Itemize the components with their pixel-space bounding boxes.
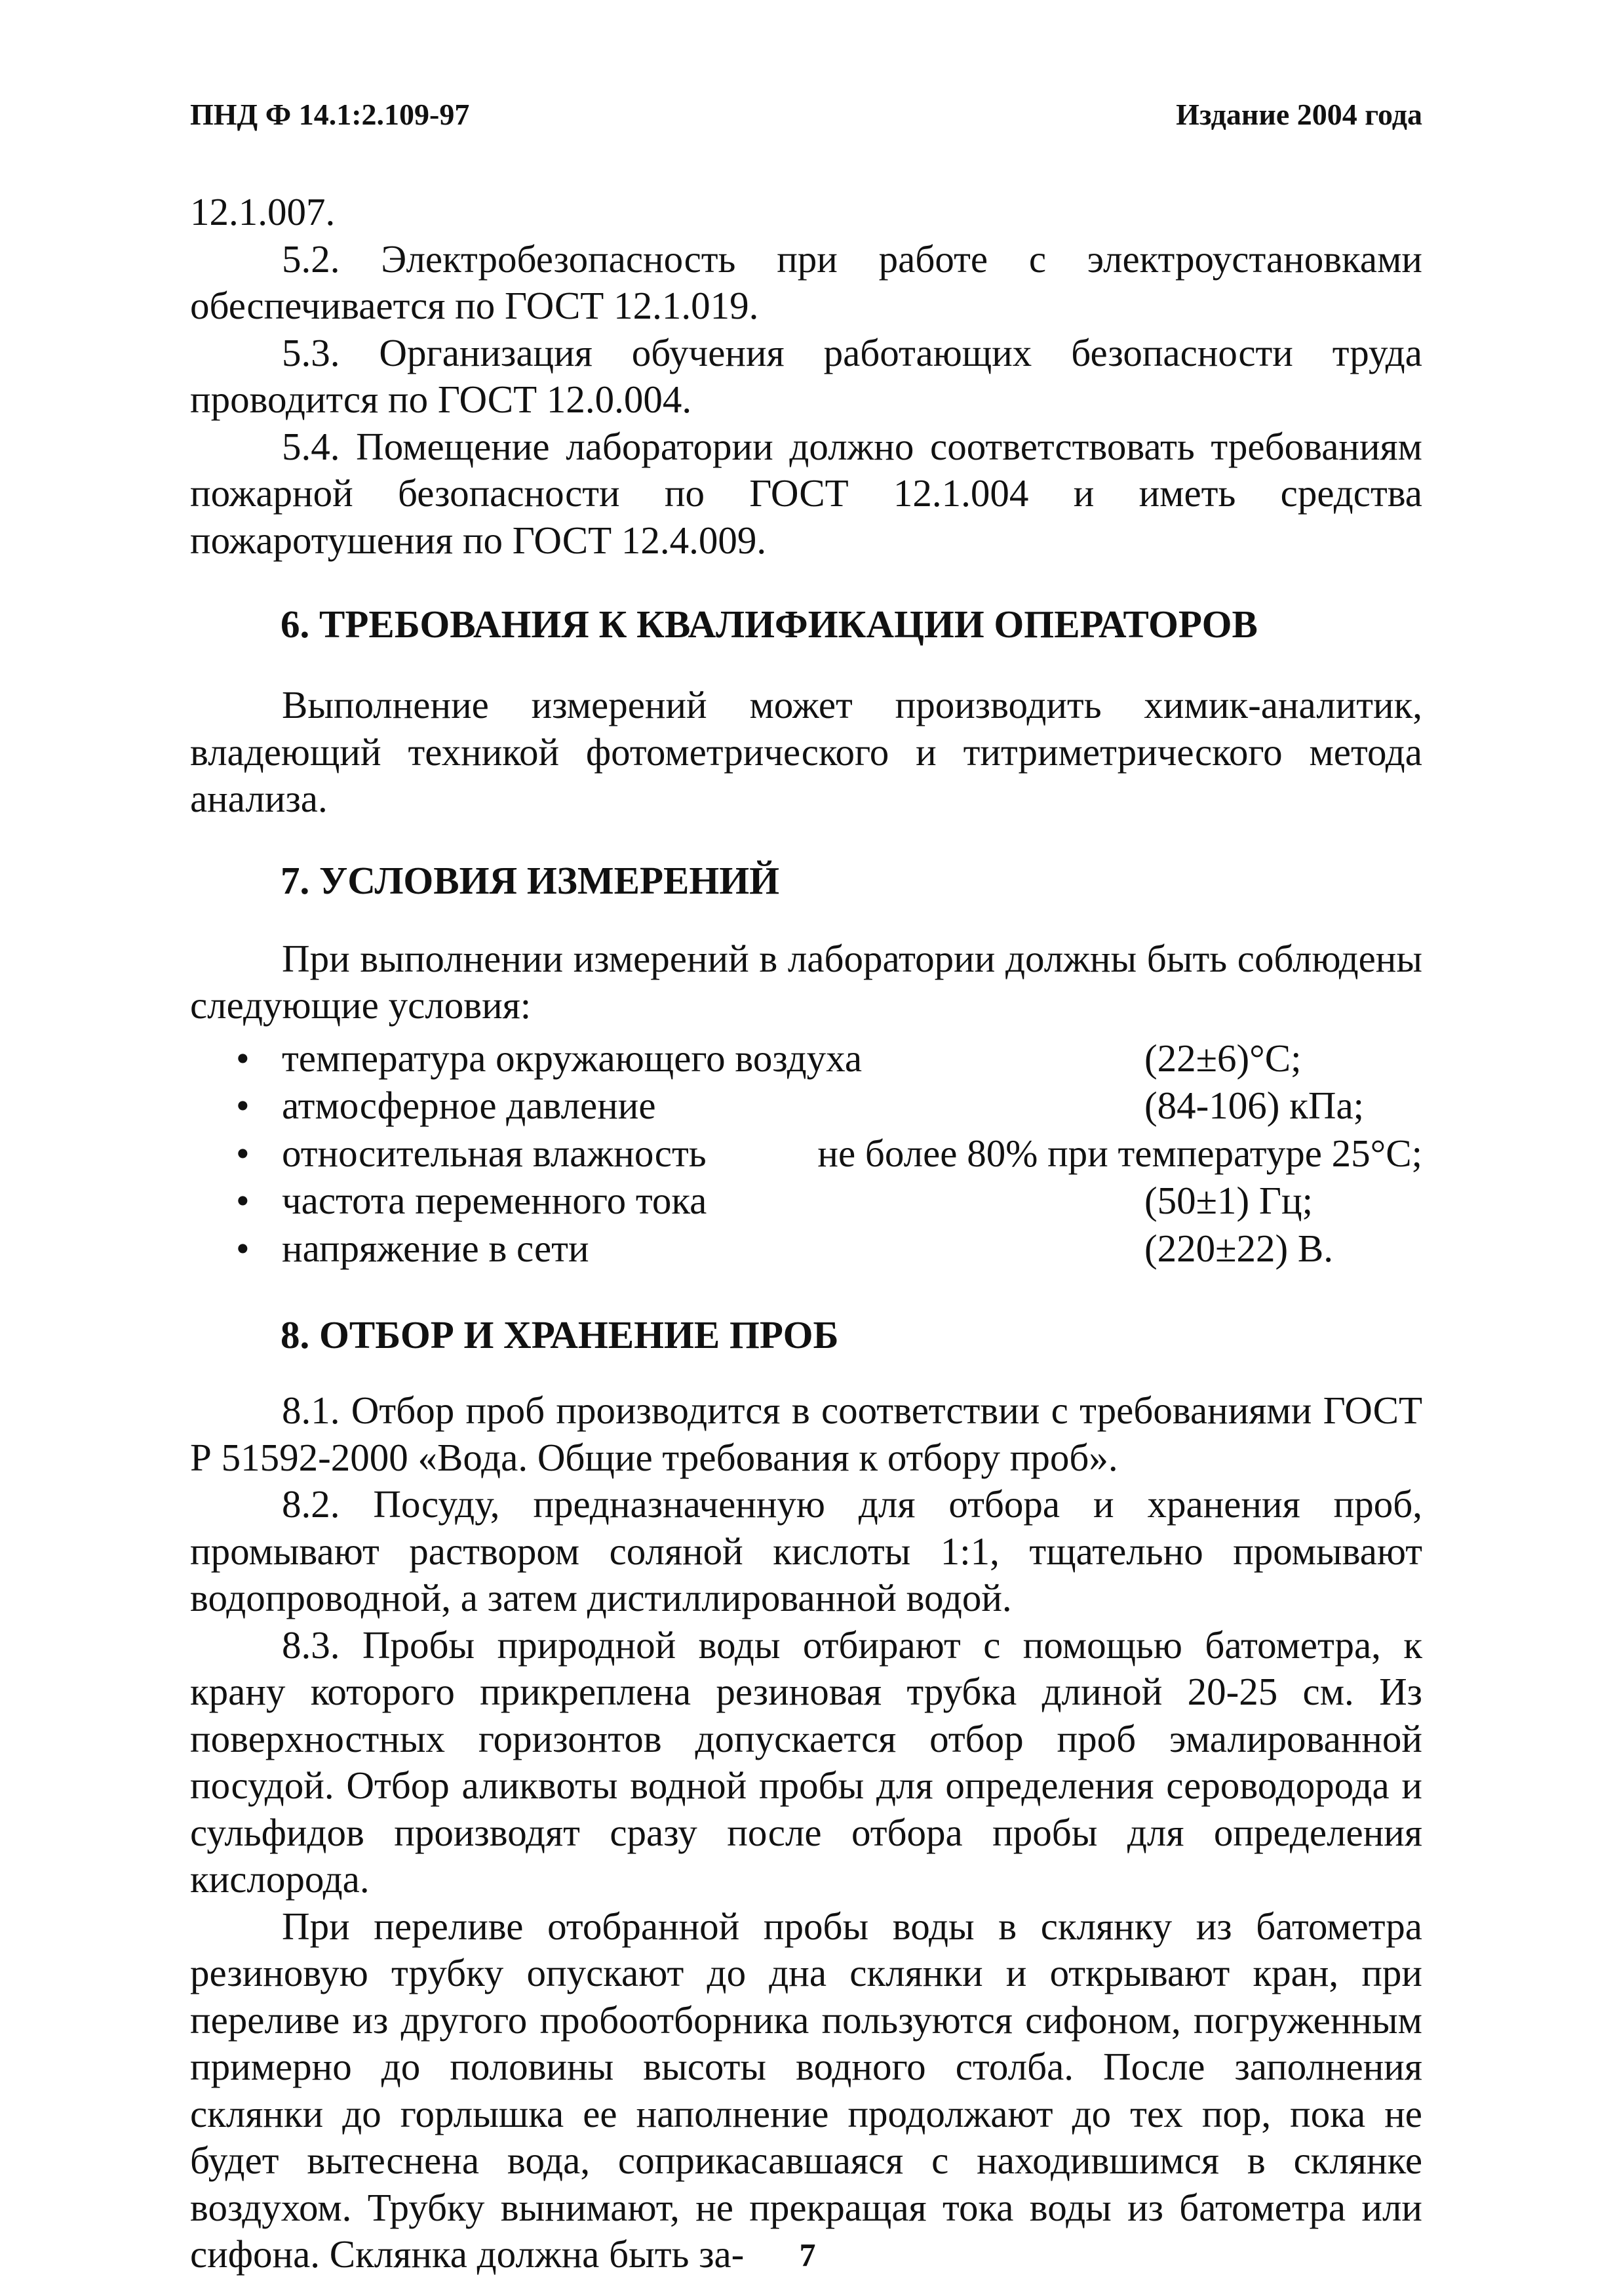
edition-label: Издание 2004 года [1176,98,1422,131]
condition-item-humidity [190,1130,1422,1178]
page-body [190,189,1422,2278]
condition-label: относительная влажность [282,1131,707,1175]
page-header [190,97,1422,143]
paragraph-8-1: 8.1. Отбор проб производится в соответствии с требованиями ГОСТ Р 51592-2000 «Вода. Общие требования к отбору проб». [190,1389,1422,1479]
condition-item-pressure [190,1082,1422,1130]
bullet-icon: • [236,1226,250,1270]
condition-item-voltage [190,1225,1422,1273]
condition-label: напряжение в сети [282,1226,589,1270]
page-number: 7 [799,2236,816,2273]
bullet-icon: • [236,1084,250,1127]
section-8-heading: 8. ОТБОР И ХРАНЕНИЕ ПРОБ [281,1313,839,1356]
bullet-icon: • [236,1036,250,1080]
condition-item-frequency [190,1177,1422,1225]
paragraph-8-2: 8.2. Посуду, предназначенную для отбора и хранения проб, промывают раствором соляной кислоты 1:1, тщательно промывают водопроводной, а затем дистиллированной водой. [190,1482,1422,1619]
condition-value: (84-106) кПа; [1144,1084,1365,1127]
condition-value: не более 80% при температуре 25°С; [817,1131,1422,1175]
paragraph-5-3: 5.3. Организация обучения работающих безопасности труда проводится по ГОСТ 12.0.004. [190,330,1422,421]
bullet-icon: • [236,1179,250,1222]
condition-label: температура окружающего воздуха [282,1036,863,1080]
bullet-icon: • [236,1131,250,1175]
section-6-heading: 6. ТРЕБОВАНИЯ К КВАЛИФИКАЦИИ ОПЕРАТОРОВ [281,603,1258,646]
section-6-text: Выполнение измерений может производить химик-аналитик, владеющий техникой фотометрического и титриметрического метода анализа. [190,683,1422,820]
paragraph-continuation: 12.1.007. [190,190,336,233]
paragraph-8-3-continued: При переливе отобранной пробы воды в склянку из батометра резиновую трубку опускают до дна склянки и открывают кран, при переливе из другого пробоотборника пользуются сифоном, погруженным примерно до половины высоты водного столба. После заполнения склянки до горлышка ее наполнение продолжают до тех пор, пока не будет вытеснена вода, соприкасавшаяся с находившимся в склянке воздухом. Трубку вынимают, не прекращая тока воды из батометра или сифона. Склянка должна быть за- [190,1904,1422,2276]
condition-label: частота переменного тока [282,1179,707,1222]
condition-item-temperature [190,1035,1422,1082]
paragraph-8-3: 8.3. Пробы природной воды отбирают с помощью батометра, к крану которого прикреплена резиновая трубка длиной 20-25 см. Из поверхностных горизонтов допускается отбор проб эмалированной посудой. Отбор аликвоты водной пробы для определения сероводорода и сульфидов производят сразу после отбора пробы для определения кислорода. [190,1623,1422,1901]
document-code: ПНД Ф 14.1:2.109-97 [190,98,470,131]
condition-label: атмосферное давление [282,1084,656,1127]
condition-value: (22±6)°С; [1144,1036,1302,1080]
paragraph-5-4: 5.4. Помещение лаборатории должно соответствовать требованиям пожарной безопасности по ГОСТ 12.1.004 и иметь средства пожаротушения по ГОСТ 12.4.009. [190,424,1422,562]
condition-value: (220±22) В. [1144,1226,1334,1270]
conditions-list [190,1035,1422,1273]
section-7-intro: При выполнении измерений в лаборатории должны быть соблюдены следующие условия: [190,936,1422,1027]
section-7-heading: 7. УСЛОВИЯ ИЗМЕРЕНИЙ [281,858,780,902]
paragraph-5-2: 5.2. Электробезопасность при работе с электроустановками обеспечивается по ГОСТ 12.1.019. [190,237,1422,327]
condition-value: (50±1) Гц; [1144,1179,1313,1222]
